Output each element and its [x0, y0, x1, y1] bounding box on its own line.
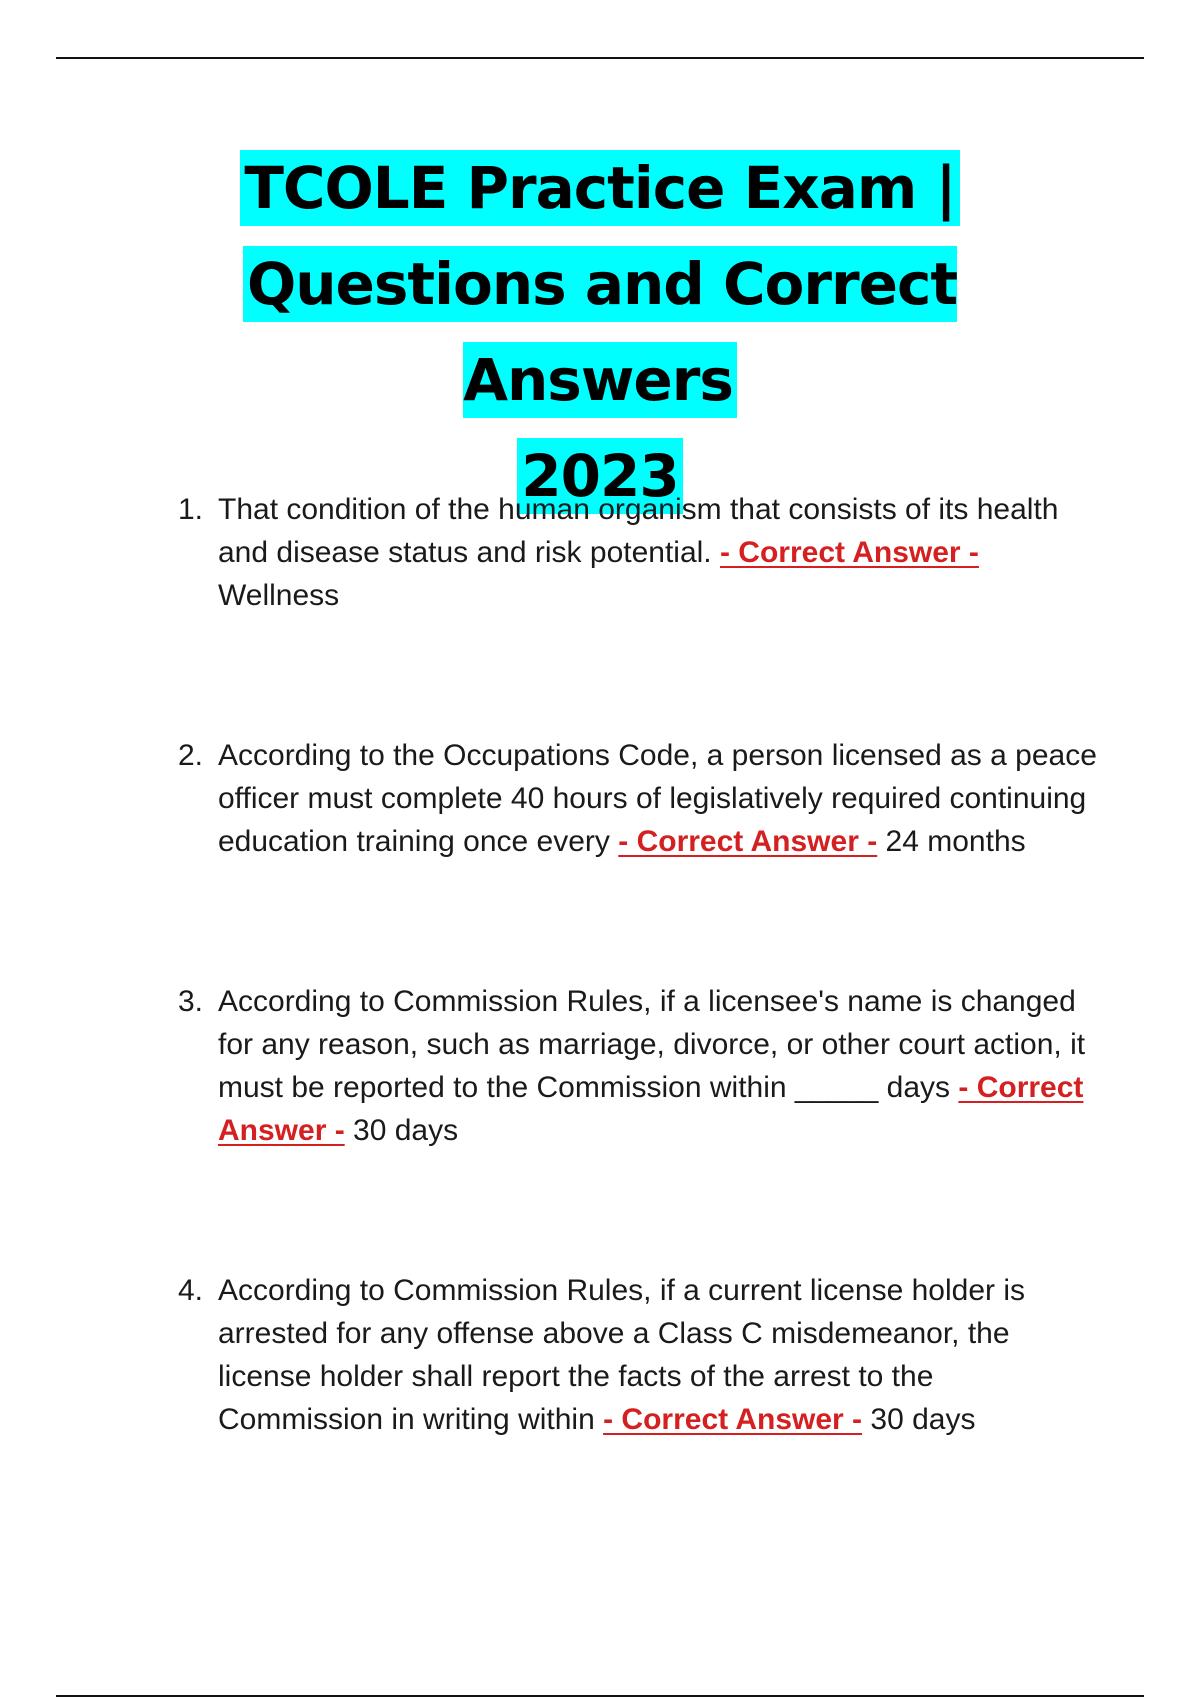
- answer-text: 30 days: [862, 1403, 976, 1436]
- answer-text: 24 months: [877, 825, 1026, 858]
- question-number: 3.: [178, 985, 204, 1018]
- question-number: 2.: [178, 739, 204, 772]
- top-rule: [56, 57, 1144, 59]
- page-title: [100, 140, 1100, 524]
- answer-text: Wellness: [218, 579, 340, 612]
- bottom-rule: [56, 1695, 1144, 1697]
- question-text: That condition of the human organism that consists of its health and disease status and risk potential.: [218, 493, 1059, 569]
- question-text: According to Commission Rules, if a licensee's name is changed for any reason, such as marriage, divorce, or other court action, it must be reported to the Commission within _____ days: [218, 985, 1086, 1104]
- question-text: According to Commission Rules, if a current license holder is arrested for any offense above a Class C misdemeanor, the license holder shall report the facts of the arrest to the Commission in writing within: [218, 1274, 1025, 1436]
- correct-answer-marker: - Correct Answer -: [719, 536, 979, 569]
- question-item: [178, 1269, 1098, 1441]
- question-item: [178, 488, 1098, 617]
- question-number: 1.: [178, 493, 204, 526]
- title-line-2: Questions and Correct Answers: [243, 246, 957, 418]
- question-text: According to the Occupations Code, a person licensed as a peace officer must complete 40 hours of legislatively required continuing education training once every: [218, 739, 1097, 858]
- correct-answer-marker: - Correct Answer -: [618, 825, 878, 858]
- question-item: [178, 734, 1098, 863]
- question-item: [178, 980, 1098, 1152]
- question-list: [178, 488, 1098, 1441]
- question-number: 4.: [178, 1274, 204, 1307]
- title-line-1: TCOLE Practice Exam |: [240, 150, 959, 226]
- title-line-3: 2023: [517, 438, 682, 514]
- correct-answer-marker: - Correct Answer -: [218, 1071, 1084, 1147]
- correct-answer-marker: - Correct Answer -: [603, 1403, 863, 1436]
- answer-text: 30 days: [344, 1114, 459, 1147]
